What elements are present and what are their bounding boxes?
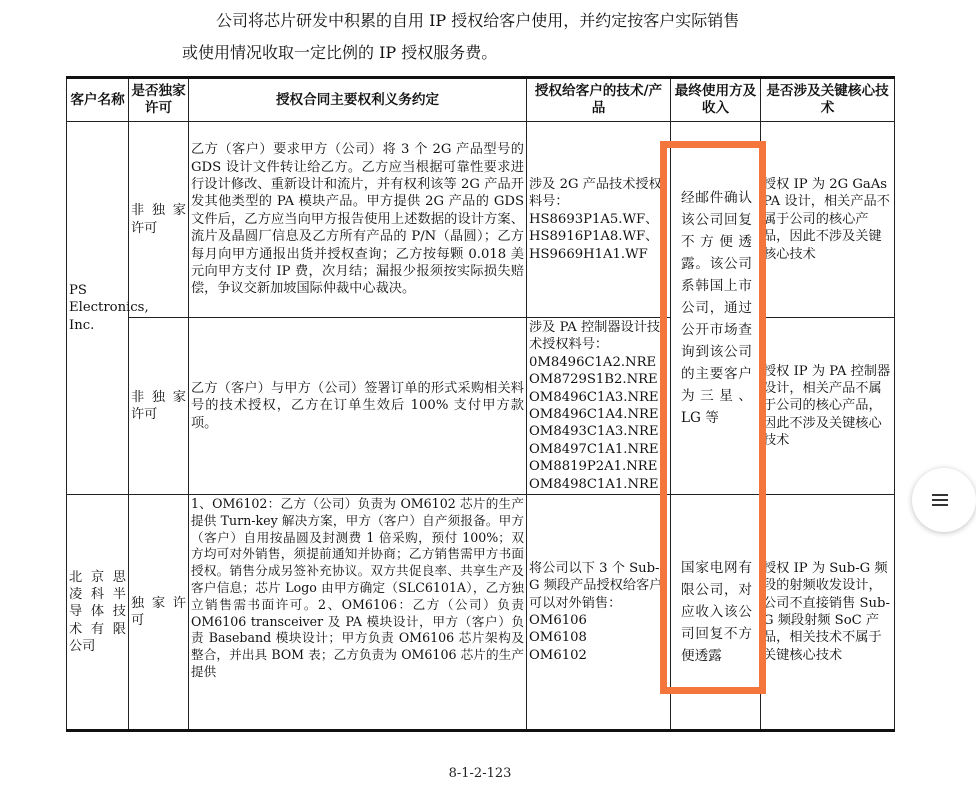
tech-code: OM8493C1A3.NRE [529, 424, 659, 440]
tech-intro: 涉及 PA 控制器设计技术授权料号： [529, 320, 661, 353]
core-tech-cell: 授权 IP 为 PA 控制器设计，相关产品不属于公司的核心产品，因此不涉及关键核心技术 [761, 318, 895, 495]
rights-cell: 乙方（客户）要求甲方（公司）将 3 个 2G 产品型号的 GDS 设计文件转让给乙方。乙方应当根据可靠性要求进行设计修改、重新设计和流片，并有权利该等 2G 产品开发其他类型的 PA 模块产品。甲方提供 2G 产品的 GDS 文件后，乙方应当向甲方报告使用上述数据的设计方案、流片及晶圆厂信息及乙方所有产品的 P/N（晶圆）；乙方每月向甲方通报出货并授权查询；乙方按每颗 0.018 美元向甲方支付 IP 费，次月结；漏报少报须按实际损失赔偿，争议交新加坡国际仲裁中心裁决。 [189, 122, 527, 318]
intro-line-2: 或使用情况收取一定比例的 IP 授权服务费。 [182, 43, 498, 62]
tech-code: OM6106 [529, 613, 587, 629]
table-row [67, 318, 895, 495]
page-number: 8-1-2-123 [448, 766, 512, 781]
exclusive-cell: 独 家 许可 [129, 495, 189, 731]
tech-intro: 将公司以下 3 个 Sub-G 频段产品授权给客户可以对外销售： [529, 560, 663, 611]
end-use-cell: 国家电网有限公司，对应收入该公司回复不方便透露 [671, 495, 761, 731]
header-tech: 授权给客户的技术/产品 [527, 78, 671, 122]
table-row [67, 122, 895, 318]
tech-code: 0M8496C1A2.NRE [529, 354, 657, 370]
table-row [67, 495, 895, 731]
exclusive-cell: 非 独 家许可 [129, 318, 189, 495]
header-exclusive: 是否独家许可 [129, 78, 189, 122]
header-core-tech: 是否涉及关键核心技术 [761, 78, 895, 122]
tech-code: OM8819P2A1.NRE [529, 459, 658, 475]
exclusive-cell: 非 独 家许可 [129, 122, 189, 318]
menu-icon [932, 491, 948, 509]
end-use-cell: 经邮件确认该公司回复不方便透露。该公司系韩国上市公司，通过公开市场查询到该公司的主要客户为三星、LG 等 [671, 122, 761, 495]
tech-code: OM6102 [529, 647, 587, 663]
tech-code: OM8729S1B2.NRE [529, 372, 658, 388]
core-tech-cell: 授权 IP 为 2G GaAs PA 设计，相关产品不属于公司的核心产品，因此不涉及关键核心技术 [761, 122, 895, 318]
tech-code: OM8498C1A1.NRE [529, 476, 659, 492]
tech-code: OM8497C1A1.NRE [529, 441, 659, 457]
menu-button[interactable] [912, 468, 976, 532]
tech-code: OM6108 [529, 630, 587, 646]
customer-cell: 北 京 思凌 科 半导 体 技术 有 限公司 [67, 495, 129, 731]
header-customer: 客户名称 [67, 78, 129, 122]
customer-cell: PS Electronics, Inc. [67, 122, 129, 495]
intro-line-1: 公司将芯片研发中积累的自用 IP 授权给客户使用，并约定按客户实际销售 [216, 11, 740, 30]
table-header-row [67, 78, 895, 122]
tech-code: OM8496C1A3.NRE [529, 389, 659, 405]
ip-license-table [66, 76, 895, 732]
header-rights: 授权合同主要权利义务约定 [189, 78, 527, 122]
header-end-use: 最终使用方及收入 [671, 78, 761, 122]
tech-cell [527, 495, 671, 731]
tech-cell: 涉及 2G 产品技术授权料号：HS8693P1A5.WF、HS8916P1A8.WF、HS9669H1A1.WF [527, 122, 671, 318]
tech-code: OM8496C1A4.NRE [529, 407, 659, 423]
rights-cell: 1、OM6102：乙方（公司）负责为 OM6102 芯片的生产提供 Turn-key 解决方案，甲方（客户）自产须报备。甲方（客户）自用按晶圆及封测费 1 倍采购，预付 100%；双方均可对外销售，须提前通知并协商；乙方销售需甲方书面授权。销售分成另签补充协议。双方共促良率、共享生产及客户信息；芯片 Logo 由甲方确定（SLC6101A），乙方独立销售需书面许可。2、OM6106：乙方（公司）负责 OM6106 transceiver 及 PA 模块设计，甲方（客户）负责 Baseband 模块设计；甲方负责 OM6106 芯片架构及整合，并出具 BOM 表；乙方负责为 OM6106 芯片的生产提供 [189, 495, 527, 731]
core-tech-cell: 授权 IP 为 Sub-G 频段的射频收发设计，公司不直接销售 Sub-G 频段射频 SoC 产品，相关技术不属于关键核心技术 [761, 495, 895, 731]
rights-cell: 乙方（客户）与甲方（公司）签署订单的形式采购相关料号的技术授权，乙方在订单生效后 100% 支付甲方款项。 [189, 318, 527, 495]
tech-cell [527, 318, 671, 495]
